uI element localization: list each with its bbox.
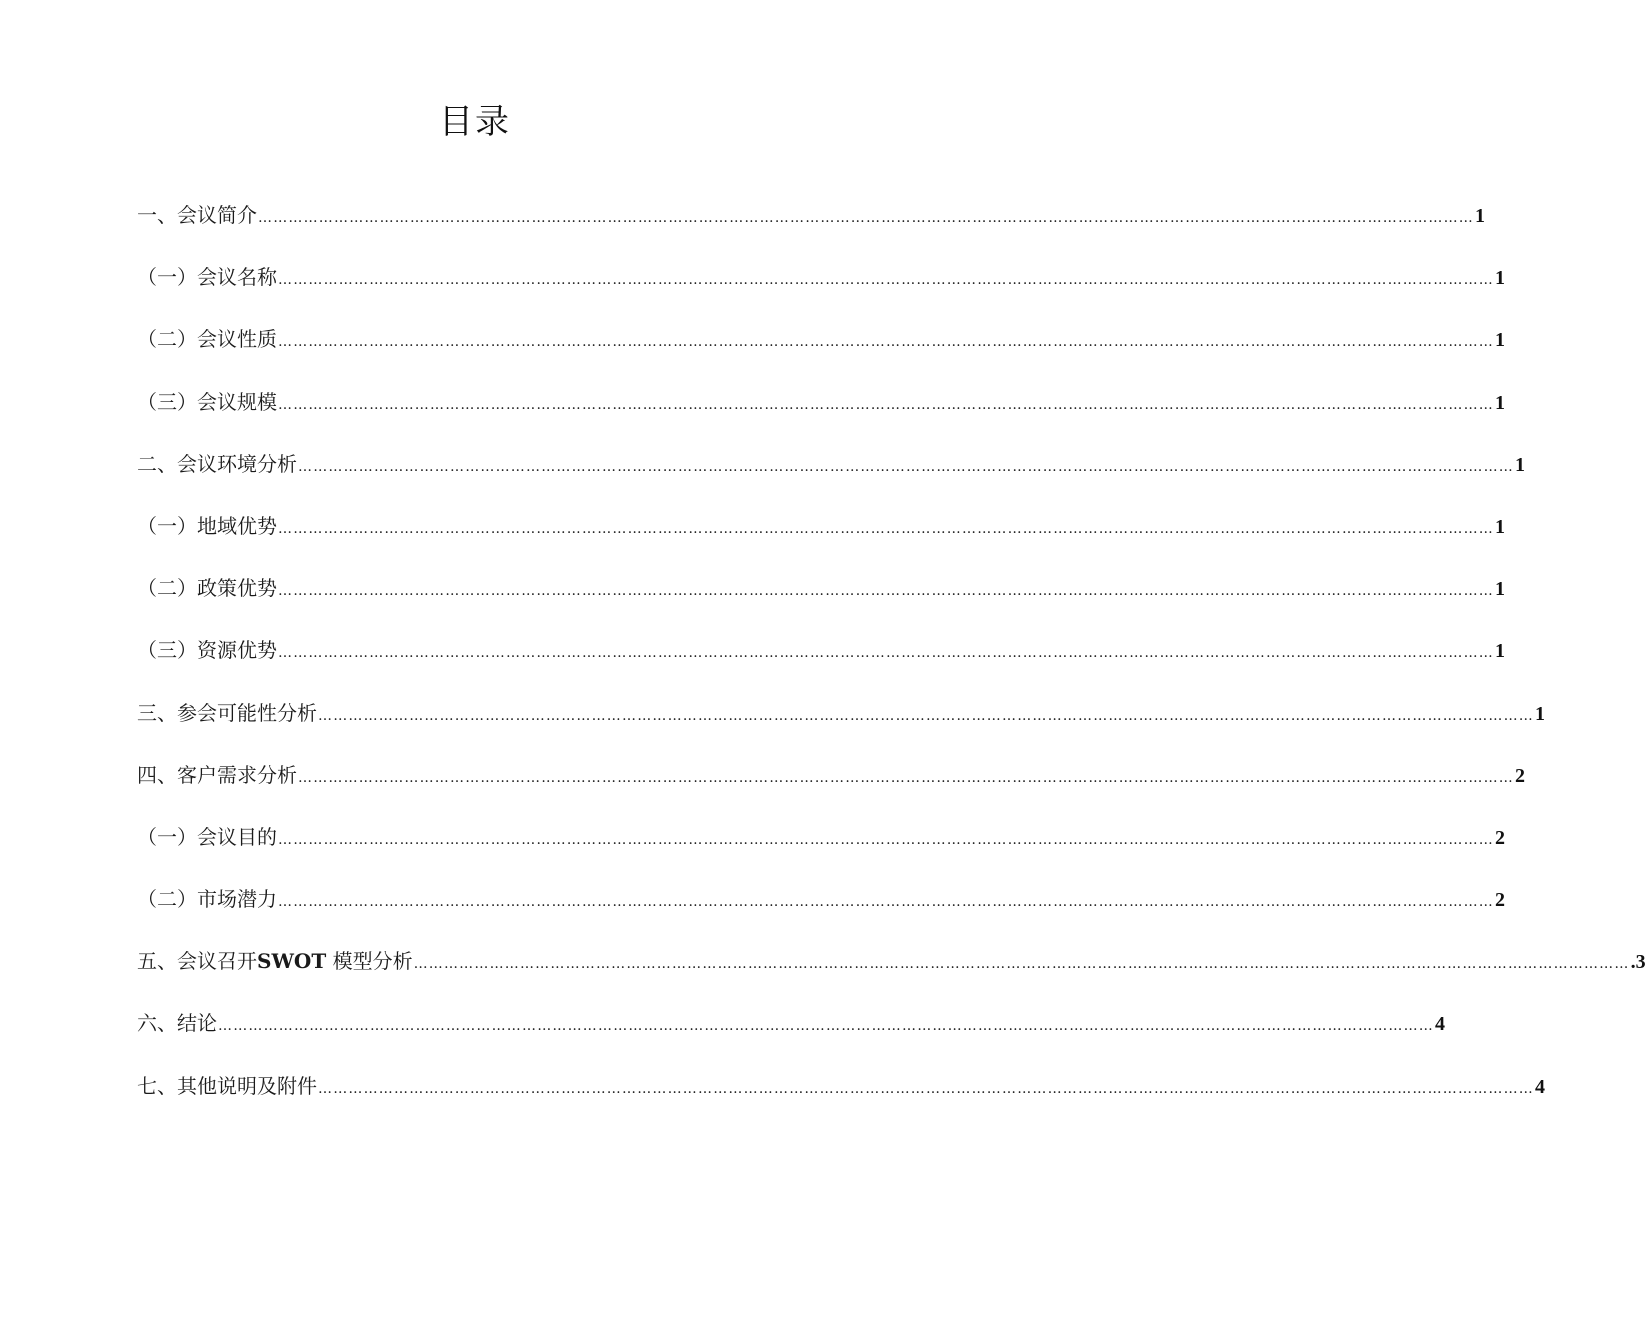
toc-entry-label xyxy=(137,941,413,981)
toc-page-number: 4 xyxy=(1435,1013,1445,1036)
toc-page-number: 1 xyxy=(1515,453,1525,476)
toc-page-number: 2 xyxy=(1495,826,1505,849)
toc-entry-label: 七、其他说明及附件 xyxy=(137,1073,317,1098)
toc-dot-leader: …………………………………………………………………………………………………………………………………………………………………………………………………………………… xyxy=(258,210,1474,226)
toc-dot-leader: …………………………………………………………………………………………………………………………………………………………………………………………………………………… xyxy=(278,272,1494,289)
toc-dot-leader: …………………………………………………………………………………………………………………………………………………………………………………………………………………… xyxy=(218,1018,1434,1035)
toc-entry[interactable] xyxy=(137,506,1505,568)
toc-page-number: 1 xyxy=(1475,205,1485,227)
table-of-contents xyxy=(137,195,1646,1128)
toc-entry[interactable] xyxy=(137,693,1545,755)
toc-dot-leader: …………………………………………………………………………………………………………………………………………………………………………………………………………………… xyxy=(298,458,1514,475)
toc-page-number: 1 xyxy=(1495,578,1505,601)
toc-dot-leader: …………………………………………………………………………………………………………………………………………………………………………………………………………………… xyxy=(318,707,1534,724)
toc-entry[interactable] xyxy=(137,1066,1545,1128)
toc-entry[interactable] xyxy=(137,568,1505,630)
toc-dot-leader: …………………………………………………………………………………………………………………………………………………………………………………………………………………… xyxy=(278,831,1494,848)
toc-entry[interactable] xyxy=(137,1003,1445,1065)
toc-entry[interactable] xyxy=(137,879,1505,941)
toc-entry-label: （一）地域优势 xyxy=(137,513,277,538)
toc-page-number: 1 xyxy=(1495,329,1505,352)
toc-dot-leader: …………………………………………………………………………………………………………………………………………………………………………………………………………………… xyxy=(278,334,1494,351)
toc-entry-label: 三、参会可能性分析 xyxy=(137,700,317,725)
toc-page-number: 4 xyxy=(1535,1075,1545,1098)
toc-page-number: 2 xyxy=(1495,889,1505,912)
toc-page-number: 1 xyxy=(1535,702,1545,725)
toc-entry-label: （二）市场潜力 xyxy=(137,887,277,912)
toc-dot-leader: …………………………………………………………………………………………………………………………………………………………………………………………………………………… xyxy=(278,894,1494,911)
toc-entry[interactable] xyxy=(137,444,1525,506)
toc-entry[interactable] xyxy=(137,382,1505,444)
toc-dot-leader: …………………………………………………………………………………………………………………………………………………………………………………………………………………… xyxy=(298,769,1514,786)
toc-entry-label-prefix: 五、会议召开 xyxy=(137,949,257,974)
toc-entry-label: 二、会议环境分析 xyxy=(137,451,297,476)
toc-entry-label: （一）会议名称 xyxy=(137,265,277,290)
toc-dot-leader: …………………………………………………………………………………………………………………………………………………………………………………………………………………… xyxy=(278,583,1494,600)
toc-dot-leader: …………………………………………………………………………………………………………………………………………………………………………………………………………………… xyxy=(278,396,1494,413)
toc-entry[interactable] xyxy=(137,755,1525,817)
toc-page-number: .3 xyxy=(1630,951,1646,974)
toc-entry-label: （二）会议性质 xyxy=(137,327,277,352)
toc-entry-label: 一、会议简介 xyxy=(137,203,257,227)
toc-dot-leader: …………………………………………………………………………………………………………………………………………………………………………………………………………………… xyxy=(278,520,1494,537)
toc-entry-label: （一）会议目的 xyxy=(137,824,277,849)
toc-entry-label: （三）会议规模 xyxy=(137,389,277,414)
toc-page-number: 1 xyxy=(1495,267,1505,290)
page-title: 目录 xyxy=(439,102,511,142)
toc-entry-label-bold: SWOT xyxy=(257,949,327,974)
toc-entry[interactable] xyxy=(137,319,1505,381)
toc-page-number: 1 xyxy=(1495,640,1505,663)
toc-dot-leader: …………………………………………………………………………………………………………………………………………………………………………………………………………………… xyxy=(278,645,1494,662)
toc-dot-leader: …………………………………………………………………………………………………………………………………………………………………………………………………………………… xyxy=(413,956,1630,973)
toc-entry-label: 六、结论 xyxy=(137,1011,217,1036)
toc-entry-label: 四、客户需求分析 xyxy=(137,762,297,787)
toc-dot-leader: …………………………………………………………………………………………………………………………………………………………………………………………………………………… xyxy=(318,1080,1534,1097)
toc-page-number: 1 xyxy=(1495,515,1505,538)
toc-entry[interactable] xyxy=(137,817,1505,879)
toc-entry[interactable] xyxy=(137,630,1505,692)
toc-entry[interactable] xyxy=(137,941,1646,1003)
toc-entry-label: （二）政策优势 xyxy=(137,576,277,601)
toc-entry-label: （三）资源优势 xyxy=(137,638,277,663)
toc-entry-label-suffix: 模型分析 xyxy=(332,949,413,974)
toc-entry[interactable] xyxy=(137,195,1485,257)
toc-page-number: 1 xyxy=(1495,391,1505,414)
toc-entry[interactable] xyxy=(137,257,1505,319)
toc-page-number: 2 xyxy=(1515,764,1525,787)
